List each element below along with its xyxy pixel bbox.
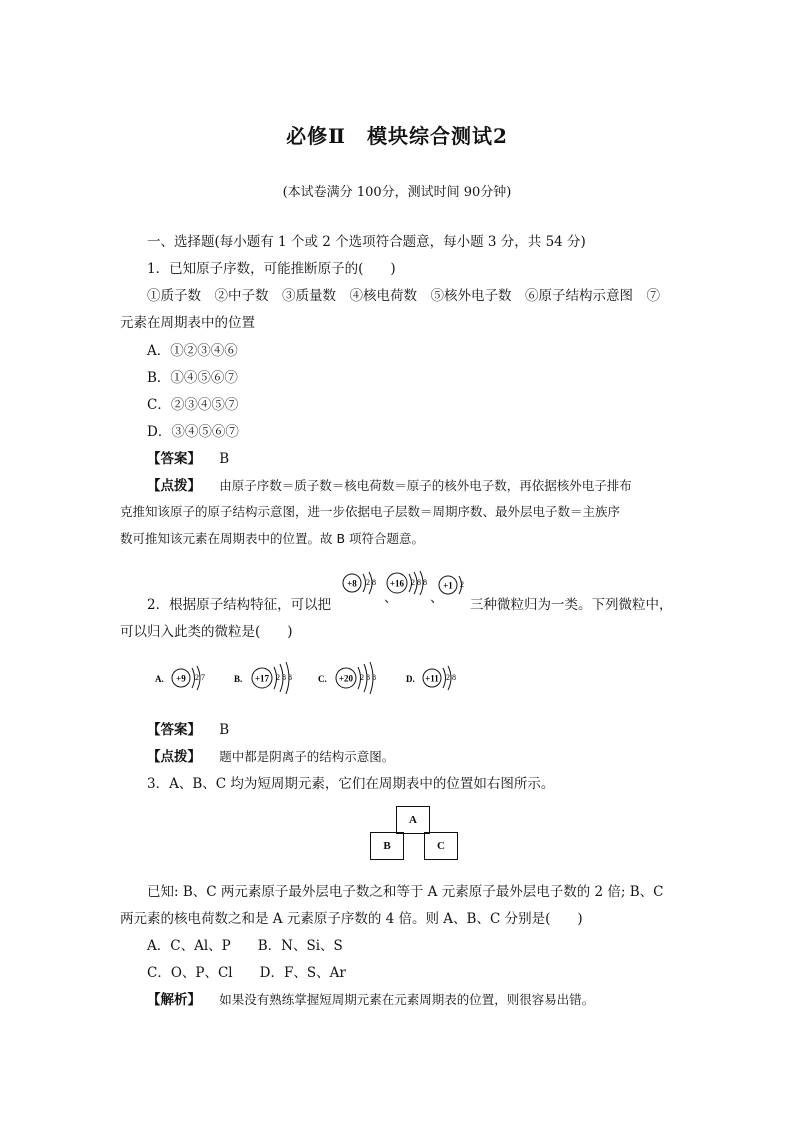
- q2-choice-d: [406, 660, 476, 698]
- q2-answer: [147, 718, 229, 738]
- q2-choice-c-label: C.: [318, 674, 327, 684]
- q3-known-line2: 两元素的核电荷数之和是 A 元素原子序数的 4 倍。则 A、B、C 分别是( ): [120, 911, 583, 927]
- q3-stem: 3．A、B、C 均为短周期元素，它们在周期表中的位置如右图所示。: [147, 776, 555, 792]
- atom-given-2-nucleus: +16: [389, 578, 405, 589]
- q2-stem-after: 三种微粒归为一类。下列微粒中，: [470, 597, 673, 613]
- q2-choice-d-shells: 2 8: [446, 673, 456, 682]
- q2-hint-label: 【点拨】: [147, 749, 201, 765]
- q1-answer: [147, 447, 229, 467]
- q2-choice-d-label: D.: [406, 674, 415, 684]
- q2-separator-2: 、: [430, 590, 444, 606]
- q3-analysis-text: 如果没有熟练掌握短周期元素在元素周期表的位置，则很容易出错。: [219, 992, 595, 1007]
- q1-items-line2: 元素在周期表中的位置: [120, 315, 255, 331]
- q1-hint-text1: 由原子序数＝质子数＝核电荷数＝原子的核外电子数，再依据核外电子排布: [219, 478, 632, 493]
- q2-stem-line2: 可以归入此类的微粒是( ): [120, 624, 293, 640]
- q2-choice-a: [155, 660, 225, 698]
- q1-option-b: B．①④⑤⑥⑦: [147, 370, 238, 386]
- q1-hint-line2: 克推知该原子的原子结构示意图，进一步依据电子层数＝周期序数、最外层电子数＝主族序: [120, 504, 621, 519]
- q2-choice-c-shells: 2 8 8: [360, 673, 376, 682]
- q2-choice-a-shells: 2 7: [195, 673, 205, 682]
- atom-given-1-nucleus: +8: [347, 578, 357, 589]
- q2-choice-b-shells: 2 8 8: [276, 673, 292, 682]
- q2-separator-1: 、: [384, 590, 398, 606]
- grid-cell-a: A: [396, 806, 430, 834]
- q1-stem: 1．已知原子序数，可能推断原子的( ): [147, 261, 396, 277]
- atom-given-1-shells: 2 8: [366, 578, 376, 587]
- atom-given-2-shells: 2 8 8: [411, 578, 427, 587]
- atom-diagram-given-3: [436, 568, 472, 604]
- page-subtitle: (本试卷满分 100分，测试时间 90分钟): [282, 185, 512, 200]
- atom-given-3-nucleus: +1: [443, 580, 453, 591]
- q2-choice-a-label: A.: [155, 674, 164, 684]
- q3-options-line1: A．C、Al、P B．N、Si、S: [147, 938, 343, 954]
- grid-cell-b: B: [370, 832, 404, 860]
- q2-answer-label: 【答案】: [147, 722, 201, 738]
- q1-option-a: A．①②③④⑥: [147, 343, 238, 359]
- q2-choice-b: [234, 658, 312, 698]
- page-title: 必修Ⅱ 模块综合测试2: [286, 124, 508, 148]
- q3-options-line2: C．O、P、Cl D．F、S、Ar: [147, 965, 346, 981]
- q2-choice-c: [318, 658, 396, 698]
- q3-known-line1: 已知: B、C 两元素原子最外层电子数之和等于 A 元素原子最外层电子数的 2 倍; B、C: [147, 884, 664, 900]
- atom-diagram-given-1: [340, 568, 388, 604]
- q1-option-d: D．③④⑤⑥⑦: [147, 424, 239, 440]
- q1-items-line1: ①质子数 ②中子数 ③质量数 ④核电荷数 ⑤核外电子数 ⑥原子结构示意图 ⑦: [147, 288, 660, 304]
- q2-stem-before: 2．根据原子结构特征，可以把: [147, 597, 332, 613]
- grid-cell-c: C: [424, 832, 458, 860]
- atom-diagram-given-2: [384, 568, 436, 604]
- q2-answer-value: B: [219, 722, 230, 738]
- q1-hint-label: 【点拨】: [147, 478, 201, 494]
- q3-analysis: [147, 988, 594, 1008]
- q2-hint-text: 题中都是阴离子的结构示意图。: [219, 749, 395, 764]
- q1-answer-value: B: [219, 451, 230, 467]
- q2-choice-b-label: B.: [234, 674, 243, 684]
- q2-hint: [147, 745, 394, 765]
- q2-choice-b-nucleus: +17: [254, 673, 270, 684]
- q2-choice-d-nucleus: +11: [425, 673, 439, 684]
- q1-answer-label: 【答案】: [147, 451, 201, 467]
- q1-hint-line3: 数可推知该元素在周期表中的位置。故 B 项符合题意。: [120, 531, 425, 546]
- q2-choice-c-nucleus: +20: [338, 673, 354, 684]
- q1-option-c: C．②③④⑤⑦: [147, 397, 239, 413]
- atom-given-3-shells: 2: [460, 580, 464, 589]
- q1-hint-line1: [147, 474, 632, 494]
- q2-choice-a-nucleus: +9: [176, 673, 186, 684]
- section-heading: 一、选择题(每小题有 1 个或 2 个选项符合题意，每小题 3 分，共 54 分): [147, 234, 586, 250]
- q3-analysis-label: 【解析】: [147, 992, 201, 1008]
